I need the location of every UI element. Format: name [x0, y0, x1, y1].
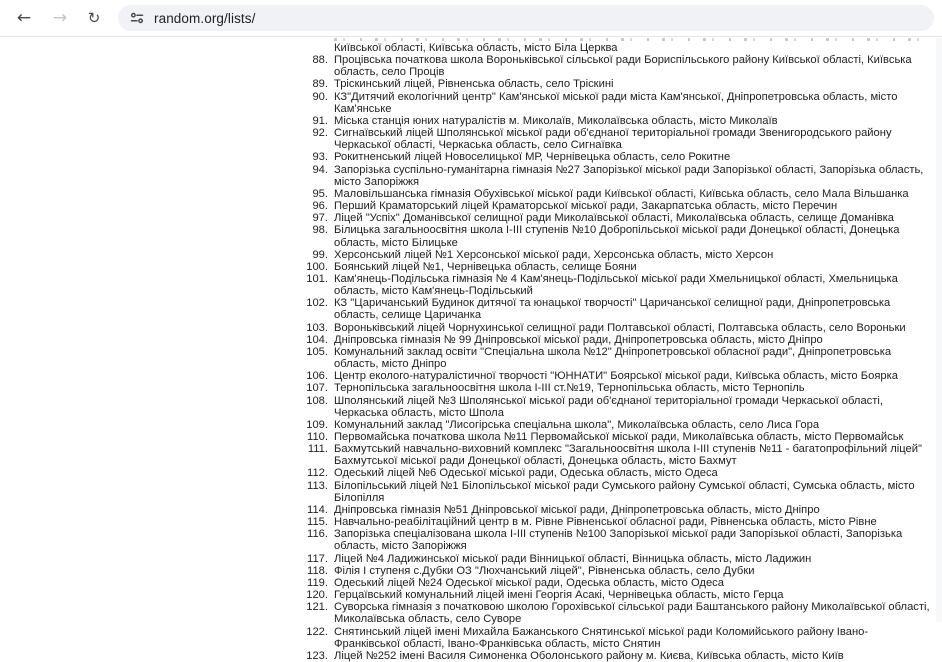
list-item: [292, 54, 934, 78]
list-item: [292, 395, 934, 419]
list-item-text: Комунальний заклад "Лисогірська спеціальна школа", Миколаївська область, село Лиса Гора: [334, 418, 820, 431]
list-item-number: 123.: [306, 649, 328, 662]
list-item-text: Ліцей №4 Ладижинської міської ради Вінницької області, Вінницька область, місто Ладижин: [334, 552, 812, 565]
list-item: [292, 91, 934, 115]
list-item-text: Рокитненський ліцей Новоселицької МР, Чернівецька область, село Рокитне: [334, 151, 731, 164]
previous-item-continuation: Київської області, Київська область, місто Біла Церква: [334, 42, 618, 54]
list-item-number: 91.: [312, 114, 328, 127]
list-item: [292, 480, 934, 504]
school-list-container: [292, 42, 934, 662]
list-item-number: 107.: [306, 382, 328, 395]
list-item: [292, 261, 934, 273]
list-item: [292, 504, 934, 516]
list-item: [292, 467, 934, 479]
list-item-text: Білицька загальноосвітня школа I-III ступенів №10 Добропільської міської ради Донецької області, Донецька область, місто Білицьке: [334, 224, 900, 249]
list-item-text: Шполянський ліцей №3 Шполянської міської ради об'єднаної територіальної громади Черкаської області, Черкаська область, місто Шпола: [334, 394, 883, 419]
list-item: [292, 346, 934, 370]
list-item: [292, 601, 934, 625]
list-item: [292, 443, 934, 467]
list-item: [292, 115, 934, 127]
list-item: [292, 565, 934, 577]
forward-button[interactable]: →: [46, 4, 74, 32]
list-item-number: 106.: [306, 370, 328, 383]
reload-button[interactable]: ↻: [80, 4, 108, 32]
list-item: [292, 224, 934, 248]
list-item-number: 115.: [307, 516, 328, 529]
list-item-text: Ліцей "Успіх" Доманівської селищної ради Миколаївської області, Миколаївська область, селище Доманівка: [334, 212, 895, 225]
list-item: [292, 249, 934, 261]
list-item-text: Первомайська початкова школа №11 Первомайської міської ради, Миколаївська область, місто Первомайськ: [334, 431, 904, 443]
list-item: [292, 322, 934, 334]
list-item-text: Маловільшанська гімназія Обухівської міської ради Київської області, Київська область, село Мала Вільшанка: [334, 187, 909, 200]
list-item-number: 119.: [307, 576, 328, 589]
list-item-number: 103.: [306, 321, 328, 334]
list-item-number: 90.: [312, 90, 328, 103]
list-item-number: 118.: [307, 564, 328, 577]
clipped-line-remnant: [334, 38, 934, 41]
list-item-number: 111.: [307, 443, 328, 456]
list-item-number: 109.: [306, 418, 328, 431]
list-item: [292, 431, 934, 443]
list-item-text: Тріскинський ліцей, Рівненська область, село Тріскині: [334, 78, 614, 91]
list-item-text: Одеський ліцей №24 Одеської міської ради, Одеська область, місто Одеса: [334, 576, 724, 589]
list-item-text: Ліцей №252 імені Василя Симоненка Оболонського району м. Києва, Київська область, місто Київ: [334, 649, 844, 662]
list-item: [292, 553, 934, 565]
list-item: [292, 516, 934, 528]
list-item: [292, 382, 934, 394]
list-item-text: Герцаївський комунальний ліцей імені Георгія Асакі, Чернівецька область, місто Герца: [334, 589, 784, 602]
list-item-number: 95.: [312, 187, 328, 200]
list-item-text: Процівська початкова школа Вороньківської сільської ради Бориспільського району Київської області, Київська область, село Проців: [334, 54, 912, 79]
list-item-number: 110.: [307, 431, 328, 443]
list-item-text: Боянський ліцей №1, Чернівецька область, селище Бояни: [334, 260, 637, 273]
url-text: random.org/lists/: [154, 10, 256, 26]
list-item-text: Комунальний заклад освіти "Спеціальна школа №12" Дніпропетровської обласної ради", Дніпропетровська область, місто Дніпро: [334, 345, 892, 371]
list-item: [292, 188, 934, 200]
list-item-text: КЗ "Царичанський Будинок дитячої та юнацької творчості" Царичанської селищної ради, Дніпропетровська область, селище Царичанка: [334, 297, 891, 322]
list-item: [292, 528, 934, 552]
list-item-text: Тернопільська загальноосвітня школа I-III ст.№19, Тернопільська область, місто Тернопіль: [334, 382, 805, 395]
list-item-number: 117.: [307, 552, 328, 565]
list-item-number: 121.: [306, 601, 328, 614]
list-item-number: 89.: [312, 78, 328, 91]
list-item-text: Філія I ступеня с.Дубки ОЗ "Люхчанський ліцей", Рівненська область, село Дубки: [334, 564, 755, 577]
list-item-number: 112.: [307, 467, 328, 480]
list-item-number: 108.: [306, 394, 328, 407]
list-item-text: Суворська гімназія з початковою школою Горохівської сільської ради Баштанського району Миколаївської області, Миколаївська область, село Суворе: [334, 601, 930, 626]
list-item-text: Одеський ліцей №6 Одеської міської ради, Одеська область, місто Одеса: [334, 467, 718, 480]
list-item-text: Дніпровська гімназія №51 Дніпровської міської ради, Дніпропетровська область, місто Дніпро: [334, 503, 820, 516]
url-bar[interactable]: [118, 5, 934, 31]
list-item-text: Херсонський ліцей №1 Херсонської міської ради, Херсонська область, місто Херсон: [334, 248, 774, 261]
list-item-text: Білопільський ліцей №1 Білопільської міської ради Сумського району Сумської області, Сумська область, місто Білопілля: [334, 479, 915, 504]
list-item-text: Бахмутський навчально-виховний комплекс "Загальноосвітня школа I-III ступенів №11 - багатопрофільний ліцей" Бахмутської міської ради Донецької області, Донецька область, місто Бахмут: [334, 443, 922, 468]
list-item-number: 96.: [312, 200, 328, 213]
list-item-number: 94.: [312, 163, 328, 176]
list-item: [292, 650, 934, 662]
list-item: [292, 151, 934, 163]
list-item: [292, 419, 934, 431]
page-content: [0, 38, 942, 662]
list-item-number: 122.: [306, 625, 328, 638]
list-item: [292, 589, 934, 601]
list-item: [292, 577, 934, 589]
list-item: [292, 212, 934, 224]
list-item-number: 99.: [312, 248, 328, 261]
list-item-text: Дніпровська гімназія № 99 Дніпровської міської ради, Дніпропетровська область, місто Дніпро: [334, 333, 823, 346]
school-list: [292, 54, 934, 662]
list-item-number: 101.: [306, 272, 328, 285]
list-item-number: 92.: [312, 127, 328, 140]
list-item: [292, 200, 934, 212]
list-item-text: Навчально-реабілітаційний центр в м. Рівне Рівненської обласної ради, Рівненська область, місто Рівне: [334, 516, 877, 529]
list-item-text: Кам'янець-Подільська гімназія № 4 Кам'янець-Подільської міської ради Хмельницької області, Хмельницька область, місто Кам'янець-Подільський: [334, 272, 898, 298]
list-item: [292, 626, 934, 650]
list-item: [292, 273, 934, 297]
list-item: [292, 334, 934, 346]
list-item-number: 113.: [307, 479, 328, 492]
list-item-number: 104.: [306, 333, 328, 346]
scrollbar-track[interactable]: [936, 38, 942, 622]
list-item-text: Міська станція юних натуралістів м. Миколаїв, Миколаївська область, місто Миколаїв: [334, 114, 778, 127]
list-item-text: Центр еколого-натуралістичної творчості "ЮННАТИ" Боярської міської ради, Київська область, місто Боярка: [334, 370, 898, 383]
list-item-number: 97.: [312, 212, 328, 225]
list-item: [292, 127, 934, 151]
list-item-number: 105.: [306, 345, 328, 358]
list-item-text: Запорізька спеціалізована школа I-III ступенів №100 Запорізької міської ради Запорізької області, Запорізька область, місто Запоріжжя: [334, 528, 903, 553]
list-item: [292, 78, 934, 90]
list-item-number: 102.: [306, 297, 328, 310]
list-item: [292, 297, 934, 321]
list-item-number: 114.: [307, 503, 328, 516]
site-settings-icon[interactable]: [130, 11, 144, 25]
list-item-text: КЗ"Дитячий екологічний центр" Кам'янської міської ради міста Кам'янської, Дніпропетровська область, місто Кам'янське: [334, 90, 898, 115]
list-item-number: 120.: [306, 589, 328, 602]
list-item-text: Запорізька суспільно-гуманітарна гімназія №27 Запорізької міської ради Запорізької області, Запорізька область, місто Запоріжжя: [334, 163, 924, 188]
list-item-number: 100.: [306, 260, 328, 273]
browser-toolbar: [0, 0, 942, 37]
list-item-text: Вороньківський ліцей Чорнухинської селищної ради Полтавської області, Полтавська область, село Вороньки: [334, 321, 906, 334]
list-item-number: 98.: [312, 224, 328, 237]
list-item: [292, 164, 934, 188]
list-item-text: Снятинський ліцей імені Михайла Бажанського Снятинської міської ради Коломийського району Івано-Франківської області, Івано-Франківська область, місто Снятин: [334, 625, 869, 650]
list-item-text: Перший Краматорський ліцей Краматорської міської ради, Закарпатська область, місто Перечин: [334, 200, 838, 213]
list-item-number: 93.: [312, 151, 328, 164]
list-item-number: 88.: [312, 54, 328, 67]
back-button[interactable]: ←: [10, 4, 38, 32]
list-item: [292, 370, 934, 382]
list-item-text: Сигнаївський ліцей Шполянської міської ради об'єднаної територіальної громади Звенигородського району Черкаської області, Черкаська область, село Сигнаївка: [334, 127, 892, 152]
list-item-number: 116.: [307, 528, 328, 541]
